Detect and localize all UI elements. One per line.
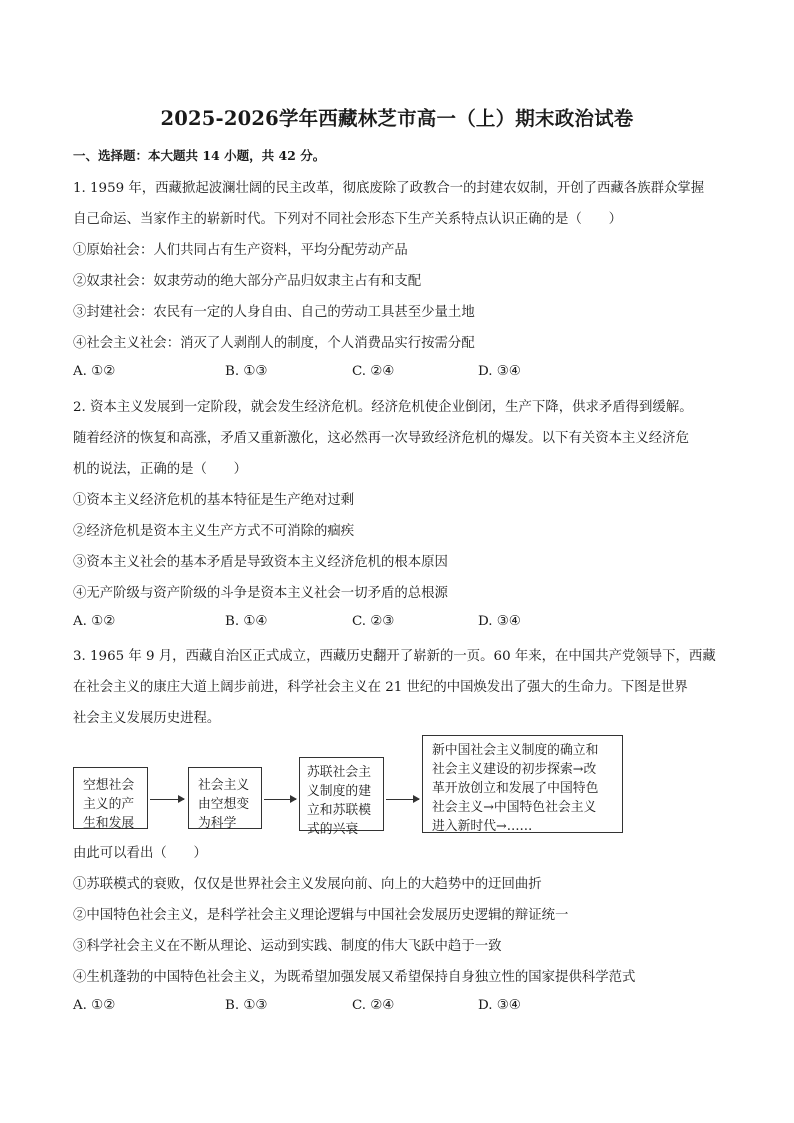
box1-line-1: 空想社会 bbox=[83, 778, 135, 793]
q2-item-3: ③资本主义社会的基本矛盾是导致资本主义经济危机的根本原因 bbox=[73, 555, 448, 570]
box3-line-2: 义制度的建 bbox=[307, 784, 371, 799]
q2-item-1: ①资本主义经济危机的基本特征是生产绝对过剩 bbox=[73, 493, 355, 508]
q2-option-c[interactable]: C. ②③ bbox=[352, 614, 395, 629]
q2-stem-line-3: 机的说法，正确的是（ ） bbox=[73, 462, 248, 477]
q2-item-4: ④无产阶级与资产阶级的斗争是资本主义社会一切矛盾的总根源 bbox=[73, 586, 448, 601]
q1-item-4: ④社会主义社会：消灭了人剥削人的制度，个人消费品实行按需分配 bbox=[73, 336, 475, 351]
diagram-box-utopian-socialism bbox=[73, 767, 148, 829]
q1-option-b[interactable]: B. ①③ bbox=[225, 364, 268, 379]
arrow-2 bbox=[264, 799, 296, 800]
box1-line-2: 主义的产 bbox=[83, 797, 135, 812]
diagram-box-china-socialism bbox=[422, 735, 623, 833]
exam-title: 2025-2026学年西藏林芝市高一（上）期末政治试卷 bbox=[160, 107, 634, 130]
q2-option-b[interactable]: B. ①④ bbox=[225, 614, 268, 629]
arrow-3 bbox=[386, 799, 419, 800]
q1-option-a[interactable]: A. ①② bbox=[73, 364, 116, 379]
box3-line-3: 立和苏联模 bbox=[307, 803, 371, 818]
q3-stem-line-1: 3. 1965 年 9 月，西藏自治区正式成立，西藏历史翻开了崭新的一页。60 年来，在中国共产党领导下，西藏 bbox=[73, 649, 716, 664]
q1-stem-line-1: 1. 1959 年，西藏掀起波澜壮阔的民主改革，彻底废除了政教合一的封建农奴制，开创了西藏各族群众掌握 bbox=[73, 181, 705, 196]
diagram-box-soviet-model bbox=[299, 757, 384, 837]
box4-line-5: 进入新时代→…… bbox=[432, 819, 533, 834]
box2-line-2: 由空想变 bbox=[198, 797, 250, 812]
box2-line-1: 社会主义 bbox=[198, 778, 250, 793]
q3-option-b[interactable]: B. ①③ bbox=[225, 998, 268, 1013]
q3-option-d[interactable]: D. ③④ bbox=[478, 998, 521, 1013]
box1-line-3: 生和发展 bbox=[83, 816, 135, 831]
arrow-1 bbox=[150, 799, 184, 800]
diagram-box-scientific-socialism bbox=[188, 767, 262, 829]
q3-item-2: ②中国特色社会主义，是科学社会主义理论逻辑与中国社会发展历史逻辑的辩证统一 bbox=[73, 908, 569, 923]
q3-option-a[interactable]: A. ①② bbox=[73, 998, 116, 1013]
q2-item-2: ②经济危机是资本主义生产方式不可消除的痼疾 bbox=[73, 524, 355, 539]
q1-item-1: ①原始社会：人们共同占有生产资料，平均分配劳动产品 bbox=[73, 243, 408, 258]
q3-item-1: ①苏联模式的衰败，仅仅是世界社会主义发展向前、向上的大趋势中的迂回曲折 bbox=[73, 877, 542, 892]
box3-line-1: 苏联社会主 bbox=[307, 765, 371, 780]
q3-stem-line-3: 社会主义发展历史进程。 bbox=[73, 711, 221, 726]
q1-stem-line-2: 自己命运、当家作主的崭新时代。下列对不同社会形态下生产关系特点认识正确的是（ ） bbox=[73, 212, 623, 227]
box4-line-2: 社会主义建设的初步探索→改 bbox=[432, 762, 597, 777]
q1-option-d[interactable]: D. ③④ bbox=[478, 364, 521, 379]
q3-stem-line-2: 在社会主义的康庄大道上阔步前进，科学社会主义在 21 世纪的中国焕发出了强大的生命力。下图是世界 bbox=[73, 680, 688, 695]
q3-item-4: ④生机蓬勃的中国特色社会主义，为既希望加强发展又希望保持自身独立性的国家提供科学范式 bbox=[73, 970, 636, 985]
box3-line-4: 式的兴衰 bbox=[307, 822, 359, 837]
box4-line-4: 社会主义→中国特色社会主义 bbox=[432, 800, 597, 815]
q3-option-c[interactable]: C. ②④ bbox=[352, 998, 395, 1013]
box2-line-3: 为科学 bbox=[198, 816, 237, 831]
q1-option-c[interactable]: C. ②④ bbox=[352, 364, 395, 379]
q3-item-3: ③科学社会主义在不断从理论、运动到实践、制度的伟大飞跃中趋于一致 bbox=[73, 939, 502, 954]
q1-item-3: ③封建社会：农民有一定的人身自由、自己的劳动工具甚至少量土地 bbox=[73, 305, 475, 320]
q2-option-d[interactable]: D. ③④ bbox=[478, 614, 521, 629]
q2-stem-line-1: 2. 资本主义发展到一定阶段，就会发生经济危机。经济危机使企业倒闭，生产下降，供求矛盾得到缓解。 bbox=[73, 400, 693, 415]
q2-option-a[interactable]: A. ①② bbox=[73, 614, 116, 629]
box4-line-3: 革开放创立和发展了中国特色 bbox=[432, 781, 599, 796]
q1-item-2: ②奴隶社会：奴隶劳动的绝大部分产品归奴隶主占有和支配 bbox=[73, 274, 422, 289]
section-header: 一、选择题：本大题共 14 小题，共 42 分。 bbox=[73, 148, 326, 163]
q2-stem-line-2: 随着经济的恢复和高涨，矛盾又重新激化，这必然再一次导致经济危机的爆发。以下有关资本主义经济危 bbox=[73, 431, 689, 446]
box4-line-1: 新中国社会主义制度的确立和 bbox=[432, 743, 599, 758]
q3-stem-after: 由此可以看出（ ） bbox=[73, 846, 207, 861]
